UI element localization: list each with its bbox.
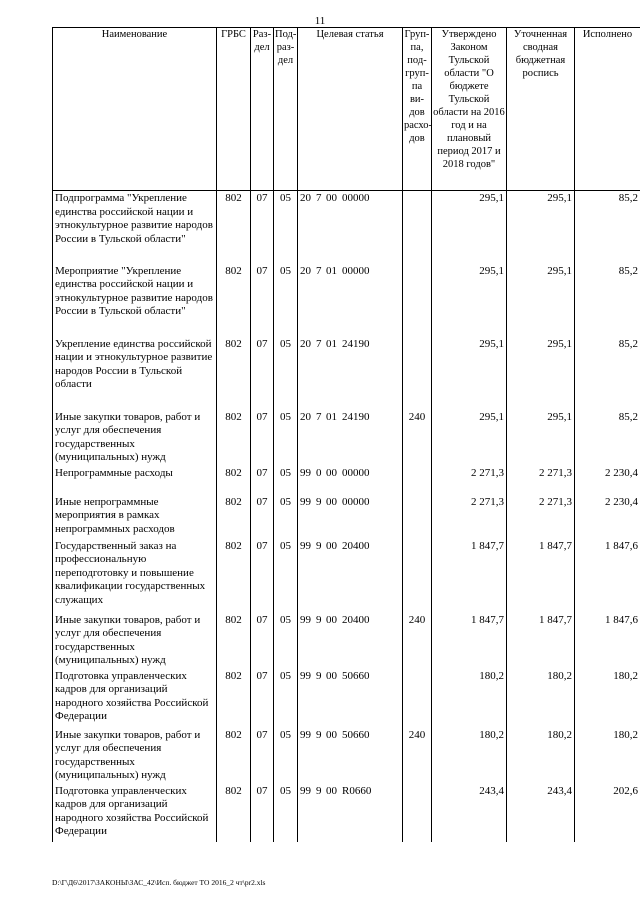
row-refined: 1 847,7 [507,613,575,669]
row-expense-group [403,539,432,613]
target-event: 00 [326,669,337,682]
table-body [53,191,640,842]
target-subprogram: 9 [316,539,322,552]
target-subprogram: 9 [316,495,322,508]
row-executed: 1 847,6 [575,539,640,613]
row-expense-group [403,191,432,264]
target-subprogram: 9 [316,669,322,682]
file-path-footer: D:\Г\Д6\2017\ЗАКОНЫ\ЗАС_42\Исп. бюджет ТО 2016_2 чт\pr2.xls [52,878,266,887]
row-grbs: 802 [217,784,251,842]
row-name: Непрограммные расходы [53,466,217,495]
row-name: Иные закупки товаров, работ и услуг для обеспечения государственных (муниципальных) нужд [53,728,217,784]
header-name: Наименование [53,28,217,191]
target-direction: 24190 [342,410,370,423]
row-refined: 180,2 [507,728,575,784]
row-approved: 295,1 [432,410,507,466]
row-grbs: 802 [217,337,251,410]
header-expense-group: Груп-па, под-груп-па ви-дов расхо-дов [403,28,432,191]
target-program: 99 [300,669,311,682]
row-refined: 2 271,3 [507,466,575,495]
target-subprogram: 9 [316,728,322,741]
row-refined: 1 847,7 [507,539,575,613]
row-name: Подпрограмма "Укрепление единства российской нации и этнокультурное развитие народов России в Тульской области" [53,191,217,264]
header-approved: Утверждено Законом Тульской области "О бюджете Тульской области на 2016 год и на плановый период 2017 и 2018 годов" [432,28,507,191]
row-executed: 85,2 [575,191,640,264]
row-name: Иные непрограммные мероприятия в рамках непрограммных расходов [53,495,217,539]
target-event: 01 [326,264,337,277]
target-direction: 50660 [342,728,370,741]
row-podrazdel: 05 [274,191,298,264]
header-podrazdel: Под-раз-дел [274,28,298,191]
row-executed: 85,2 [575,264,640,337]
target-event: 00 [326,192,337,204]
row-expense-group: 240 [403,410,432,466]
row-podrazdel: 05 [274,669,298,728]
row-approved: 295,1 [432,264,507,337]
row-expense-group: 240 [403,613,432,669]
header-target-article: Целевая статья [298,28,403,191]
row-approved: 243,4 [432,784,507,842]
page-number: 11 [314,15,326,27]
row-executed: 1 847,6 [575,613,640,669]
header-executed: Исполнено [575,28,640,191]
row-refined: 295,1 [507,337,575,410]
row-approved: 1 847,7 [432,539,507,613]
header-grbs: ГРБС [217,28,251,191]
table-row [53,466,640,495]
table-row [53,784,640,842]
table-row [53,410,640,466]
target-program: 20 [300,264,311,277]
target-direction: 00000 [342,495,370,508]
row-podrazdel: 05 [274,539,298,613]
row-razdel: 07 [251,410,274,466]
target-program: 99 [300,784,311,797]
row-refined: 295,1 [507,191,575,264]
target-event: 00 [326,784,337,797]
row-approved: 1 847,7 [432,613,507,669]
table-row [53,728,640,784]
row-grbs: 802 [217,539,251,613]
table-row [53,669,640,728]
header-razdel: Раз-дел [251,28,274,191]
row-podrazdel: 05 [274,495,298,539]
row-razdel: 07 [251,337,274,410]
target-program: 20 [300,337,311,350]
row-name: Подготовка управленческих кадров для организаций народного хозяйства Российской Федерации [53,669,217,728]
row-grbs: 802 [217,728,251,784]
target-direction: 00000 [342,264,370,277]
row-name: Мероприятие "Укрепление единства российской нации и этнокультурное развитие народов России в Тульской области" [53,264,217,337]
row-approved: 180,2 [432,669,507,728]
row-target-article [298,728,403,784]
row-approved: 295,1 [432,337,507,410]
row-target-article [298,539,403,613]
target-event: 00 [326,495,337,508]
target-subprogram: 7 [316,337,322,350]
target-direction: 50660 [342,669,370,682]
row-grbs: 802 [217,613,251,669]
target-direction: 20400 [342,539,370,552]
row-executed: 180,2 [575,728,640,784]
row-target-article [298,613,403,669]
budget-table [52,27,640,842]
target-event: 00 [326,466,337,479]
row-approved: 180,2 [432,728,507,784]
row-target-article [298,784,403,842]
row-expense-group [403,495,432,539]
target-direction: R0660 [342,784,372,797]
row-expense-group [403,466,432,495]
target-program: 99 [300,495,311,508]
row-podrazdel: 05 [274,728,298,784]
target-event: 00 [326,613,337,626]
target-program: 20 [300,192,311,204]
row-podrazdel: 05 [274,613,298,669]
row-razdel: 07 [251,613,274,669]
row-approved: 295,1 [432,191,507,264]
target-subprogram: 7 [316,264,322,277]
row-executed: 85,2 [575,337,640,410]
target-subprogram: 7 [316,410,322,423]
table-row [53,495,640,539]
header-row [53,28,640,191]
target-event: 01 [326,410,337,423]
target-program: 99 [300,728,311,741]
row-approved: 2 271,3 [432,466,507,495]
row-podrazdel: 05 [274,466,298,495]
row-grbs: 802 [217,669,251,728]
row-refined: 295,1 [507,264,575,337]
row-executed: 202,6 [575,784,640,842]
row-razdel: 07 [251,728,274,784]
row-target-article [298,337,403,410]
table-row [53,191,640,264]
row-name: Иные закупки товаров, работ и услуг для обеспечения государственных (муниципальных) нужд [53,613,217,669]
row-executed: 2 230,4 [575,466,640,495]
row-executed: 85,2 [575,410,640,466]
row-name: Подготовка управленческих кадров для организаций народного хозяйства Российской Федерации [53,784,217,842]
row-name: Иные закупки товаров, работ и услуг для обеспечения государственных (муниципальных) нужд [53,410,217,466]
row-razdel: 07 [251,495,274,539]
row-razdel: 07 [251,191,274,264]
target-direction: 24190 [342,337,370,350]
row-grbs: 802 [217,466,251,495]
row-target-article [298,191,403,264]
row-name: Государственный заказ на профессиональную переподготовку и повышение квалификации государственных служащих [53,539,217,613]
row-razdel: 07 [251,669,274,728]
target-direction: 00000 [342,466,370,479]
row-refined: 295,1 [507,410,575,466]
row-podrazdel: 05 [274,410,298,466]
target-subprogram: 9 [316,613,322,626]
row-expense-group [403,669,432,728]
target-direction: 00000 [342,192,370,204]
target-event: 01 [326,337,337,350]
target-program: 99 [300,613,311,626]
table-row [53,264,640,337]
row-razdel: 07 [251,466,274,495]
row-expense-group: 240 [403,728,432,784]
header-refined: Уточненная сводная бюджетная роспись [507,28,575,191]
row-target-article [298,669,403,728]
target-program: 99 [300,539,311,552]
row-podrazdel: 05 [274,337,298,410]
row-target-article [298,466,403,495]
row-refined: 2 271,3 [507,495,575,539]
row-grbs: 802 [217,495,251,539]
target-program: 99 [300,466,311,479]
table-row [53,539,640,613]
row-target-article [298,495,403,539]
row-refined: 180,2 [507,669,575,728]
row-podrazdel: 05 [274,264,298,337]
row-executed: 180,2 [575,669,640,728]
row-name: Укрепление единства российской нации и этнокультурное развитие народов России в Тульской области [53,337,217,410]
target-subprogram: 7 [316,192,322,204]
table-row [53,613,640,669]
row-target-article [298,410,403,466]
target-program: 20 [300,410,311,423]
row-razdel: 07 [251,539,274,613]
row-grbs: 802 [217,191,251,264]
target-direction: 20400 [342,613,370,626]
target-event: 00 [326,539,337,552]
row-refined: 243,4 [507,784,575,842]
target-subprogram: 9 [316,784,322,797]
row-grbs: 802 [217,410,251,466]
row-approved: 2 271,3 [432,495,507,539]
row-expense-group [403,784,432,842]
row-expense-group [403,337,432,410]
target-event: 00 [326,728,337,741]
row-razdel: 07 [251,784,274,842]
row-target-article [298,264,403,337]
row-razdel: 07 [251,264,274,337]
row-podrazdel: 05 [274,784,298,842]
table-row [53,337,640,410]
target-subprogram: 0 [316,466,322,479]
row-grbs: 802 [217,264,251,337]
row-executed: 2 230,4 [575,495,640,539]
row-expense-group [403,264,432,337]
